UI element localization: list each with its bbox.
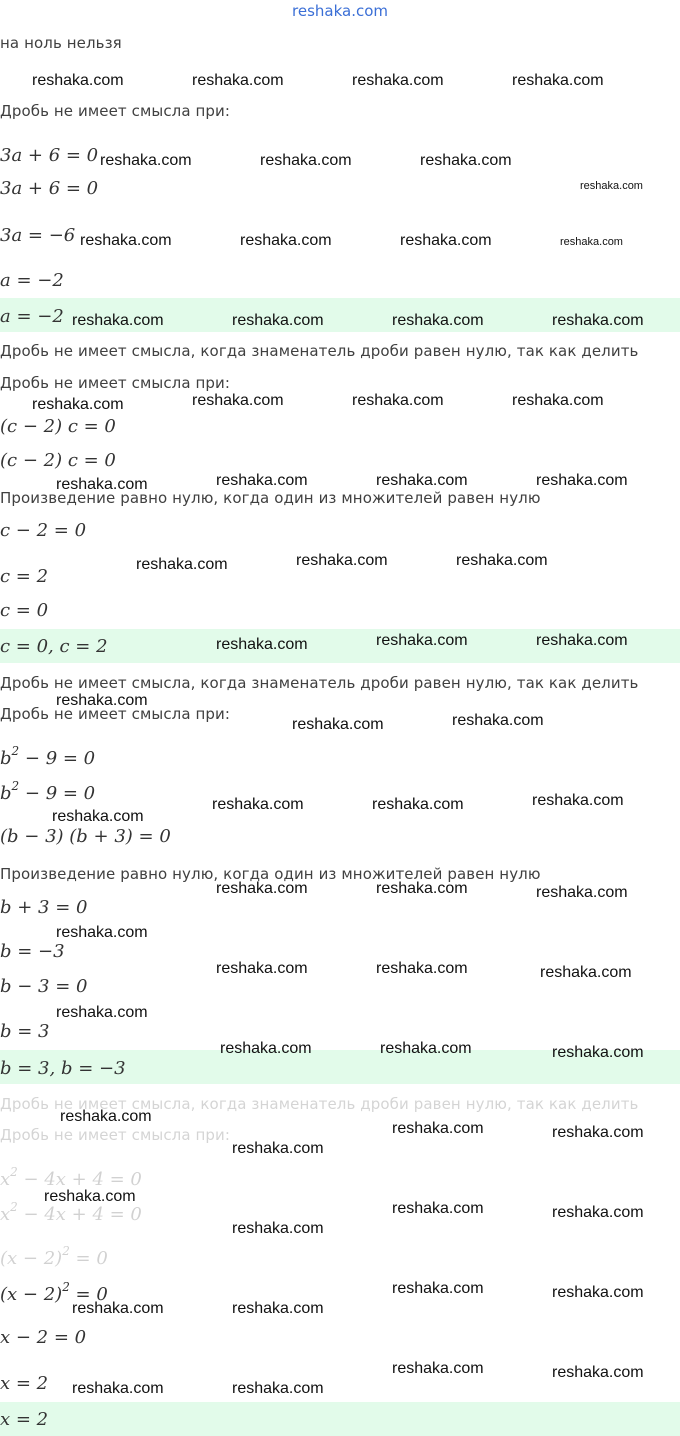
equation: $b^2 - 9 = 0$ bbox=[0, 779, 96, 804]
watermark-text: reshaka.com bbox=[392, 1360, 484, 1377]
watermark-text: reshaka.com bbox=[376, 472, 468, 489]
equation: 3a + 6 = 0 bbox=[0, 145, 99, 166]
answer-x: x = 2 bbox=[0, 1409, 49, 1430]
watermark-text: reshaka.com bbox=[552, 1364, 644, 1381]
watermark-text: reshaka.com bbox=[540, 964, 632, 981]
watermark-text: reshaka.com bbox=[220, 1040, 312, 1057]
answer-a: a = −2 bbox=[0, 306, 64, 327]
equation: $(x - 2)^2 = 0$ bbox=[0, 1244, 108, 1269]
watermark-text: reshaka.com bbox=[392, 1120, 484, 1137]
equation: (b − 3) (b + 3) = 0 bbox=[0, 826, 171, 847]
watermark-text: reshaka.com bbox=[56, 692, 148, 709]
watermark-text: reshaka.com bbox=[56, 1004, 148, 1021]
equation: x = 2 bbox=[0, 1373, 49, 1394]
watermark-text: reshaka.com bbox=[352, 392, 444, 409]
watermark-text: reshaka.com bbox=[216, 636, 308, 653]
watermark-text: reshaka.com bbox=[552, 1204, 644, 1221]
section-heading: Дробь не имеет смысла при: bbox=[0, 705, 231, 723]
watermark-text: reshaka.com bbox=[232, 1380, 324, 1397]
watermark-text: reshaka.com bbox=[452, 712, 544, 729]
watermark-text: reshaka.com bbox=[100, 152, 192, 169]
watermark-text: reshaka.com bbox=[512, 72, 604, 89]
equation: 3a + 6 = 0 bbox=[0, 178, 99, 199]
explanation-text: Произведение равно нулю, когда один из множителей равен нулю bbox=[0, 865, 541, 883]
watermark-text: reshaka.com bbox=[392, 312, 484, 329]
watermark-text: reshaka.com bbox=[532, 792, 624, 809]
answer-c: c = 0, c = 2 bbox=[0, 636, 108, 657]
watermark-text: reshaka.com bbox=[60, 1108, 152, 1125]
watermark-text: reshaka.com bbox=[552, 1044, 644, 1061]
answer-highlight-x bbox=[0, 1402, 680, 1436]
watermark-text: reshaka.com bbox=[292, 716, 384, 733]
watermark-text: reshaka.com bbox=[380, 1040, 472, 1057]
explanation-text: Дробь не имеет смысла, когда знаменатель дроби равен нулю, так как делить bbox=[0, 1095, 639, 1113]
watermark-text: reshaka.com bbox=[456, 552, 548, 569]
watermark-text: reshaka.com bbox=[536, 472, 628, 489]
watermark-text: reshaka.com bbox=[72, 1300, 164, 1317]
explanation-text: Произведение равно нулю, когда один из множителей равен нулю bbox=[0, 489, 541, 507]
equation: x − 2 = 0 bbox=[0, 1327, 87, 1348]
equation: $b^2 - 9 = 0$ bbox=[0, 744, 96, 769]
watermark-text: reshaka.com bbox=[536, 632, 628, 649]
watermark-text: reshaka.com bbox=[232, 1300, 324, 1317]
equation: $x^2 - 4x + 4 = 0$ bbox=[0, 1165, 142, 1190]
equation: c − 2 = 0 bbox=[0, 520, 87, 541]
watermark-text: reshaka.com bbox=[260, 152, 352, 169]
watermark-text: reshaka.com bbox=[552, 1284, 644, 1301]
watermark-text: reshaka.com bbox=[376, 960, 468, 977]
equation: 3a = −6 bbox=[0, 225, 76, 246]
watermark-text: reshaka.com bbox=[376, 632, 468, 649]
watermark-text: reshaka.com bbox=[32, 396, 124, 413]
section-heading: Дробь не имеет смысла при: bbox=[0, 1126, 231, 1144]
watermark-text: reshaka.com bbox=[552, 1124, 644, 1141]
watermark-text: reshaka.com bbox=[560, 236, 623, 248]
site-header-link[interactable]: reshaka.com bbox=[292, 2, 388, 20]
watermark-text: reshaka.com bbox=[56, 476, 148, 493]
equation: (c − 2) c = 0 bbox=[0, 450, 116, 471]
explanation-text: Дробь не имеет смысла, когда знаменатель дроби равен нулю, так как делить bbox=[0, 342, 639, 360]
equation: b − 3 = 0 bbox=[0, 976, 88, 997]
equation: $x^2 - 4x + 4 = 0$ bbox=[0, 1200, 142, 1225]
watermark-text: reshaka.com bbox=[392, 1280, 484, 1297]
watermark-text: reshaka.com bbox=[136, 556, 228, 573]
answer-b: b = 3, b = −3 bbox=[0, 1058, 126, 1079]
watermark-text: reshaka.com bbox=[44, 1188, 136, 1205]
watermark-text: reshaka.com bbox=[376, 880, 468, 897]
watermark-text: reshaka.com bbox=[32, 72, 124, 89]
watermark-text: reshaka.com bbox=[240, 232, 332, 249]
watermark-text: reshaka.com bbox=[80, 232, 172, 249]
equation: c = 0 bbox=[0, 600, 49, 621]
watermark-text: reshaka.com bbox=[400, 232, 492, 249]
watermark-text: reshaka.com bbox=[216, 880, 308, 897]
explanation-text: Дробь не имеет смысла, когда знаменатель дроби равен нулю, так как делить bbox=[0, 674, 639, 692]
equation: $(x - 2)^2 = 0$ bbox=[0, 1280, 108, 1305]
watermark-text: reshaka.com bbox=[392, 1200, 484, 1217]
watermark-text: reshaka.com bbox=[72, 312, 164, 329]
watermark-text: reshaka.com bbox=[536, 884, 628, 901]
equation: b = 3 bbox=[0, 1021, 50, 1042]
watermark-text: reshaka.com bbox=[212, 796, 304, 813]
watermark-text: reshaka.com bbox=[216, 472, 308, 489]
section-heading: Дробь не имеет смысла при: bbox=[0, 374, 231, 392]
watermark-text: reshaka.com bbox=[420, 152, 512, 169]
watermark-text: reshaka.com bbox=[192, 392, 284, 409]
watermark-text: reshaka.com bbox=[216, 960, 308, 977]
watermark-text: reshaka.com bbox=[232, 312, 324, 329]
watermark-text: reshaka.com bbox=[352, 72, 444, 89]
watermark-text: reshaka.com bbox=[552, 312, 644, 329]
equation: b = −3 bbox=[0, 941, 65, 962]
watermark-text: reshaka.com bbox=[580, 180, 643, 192]
equation: a = −2 bbox=[0, 270, 64, 291]
watermark-text: reshaka.com bbox=[296, 552, 388, 569]
section-heading: Дробь не имеет смысла при: bbox=[0, 102, 231, 120]
equation: (c − 2) c = 0 bbox=[0, 416, 116, 437]
watermark-text: reshaka.com bbox=[372, 796, 464, 813]
intro-text: на ноль нельзя bbox=[0, 34, 122, 52]
equation: c = 2 bbox=[0, 566, 49, 587]
watermark-text: reshaka.com bbox=[72, 1380, 164, 1397]
watermark-text: reshaka.com bbox=[56, 924, 148, 941]
watermark-text: reshaka.com bbox=[52, 808, 144, 825]
watermark-text: reshaka.com bbox=[232, 1220, 324, 1237]
watermark-text: reshaka.com bbox=[232, 1140, 324, 1157]
watermark-text: reshaka.com bbox=[512, 392, 604, 409]
equation: b + 3 = 0 bbox=[0, 897, 88, 918]
watermark-text: reshaka.com bbox=[192, 72, 284, 89]
